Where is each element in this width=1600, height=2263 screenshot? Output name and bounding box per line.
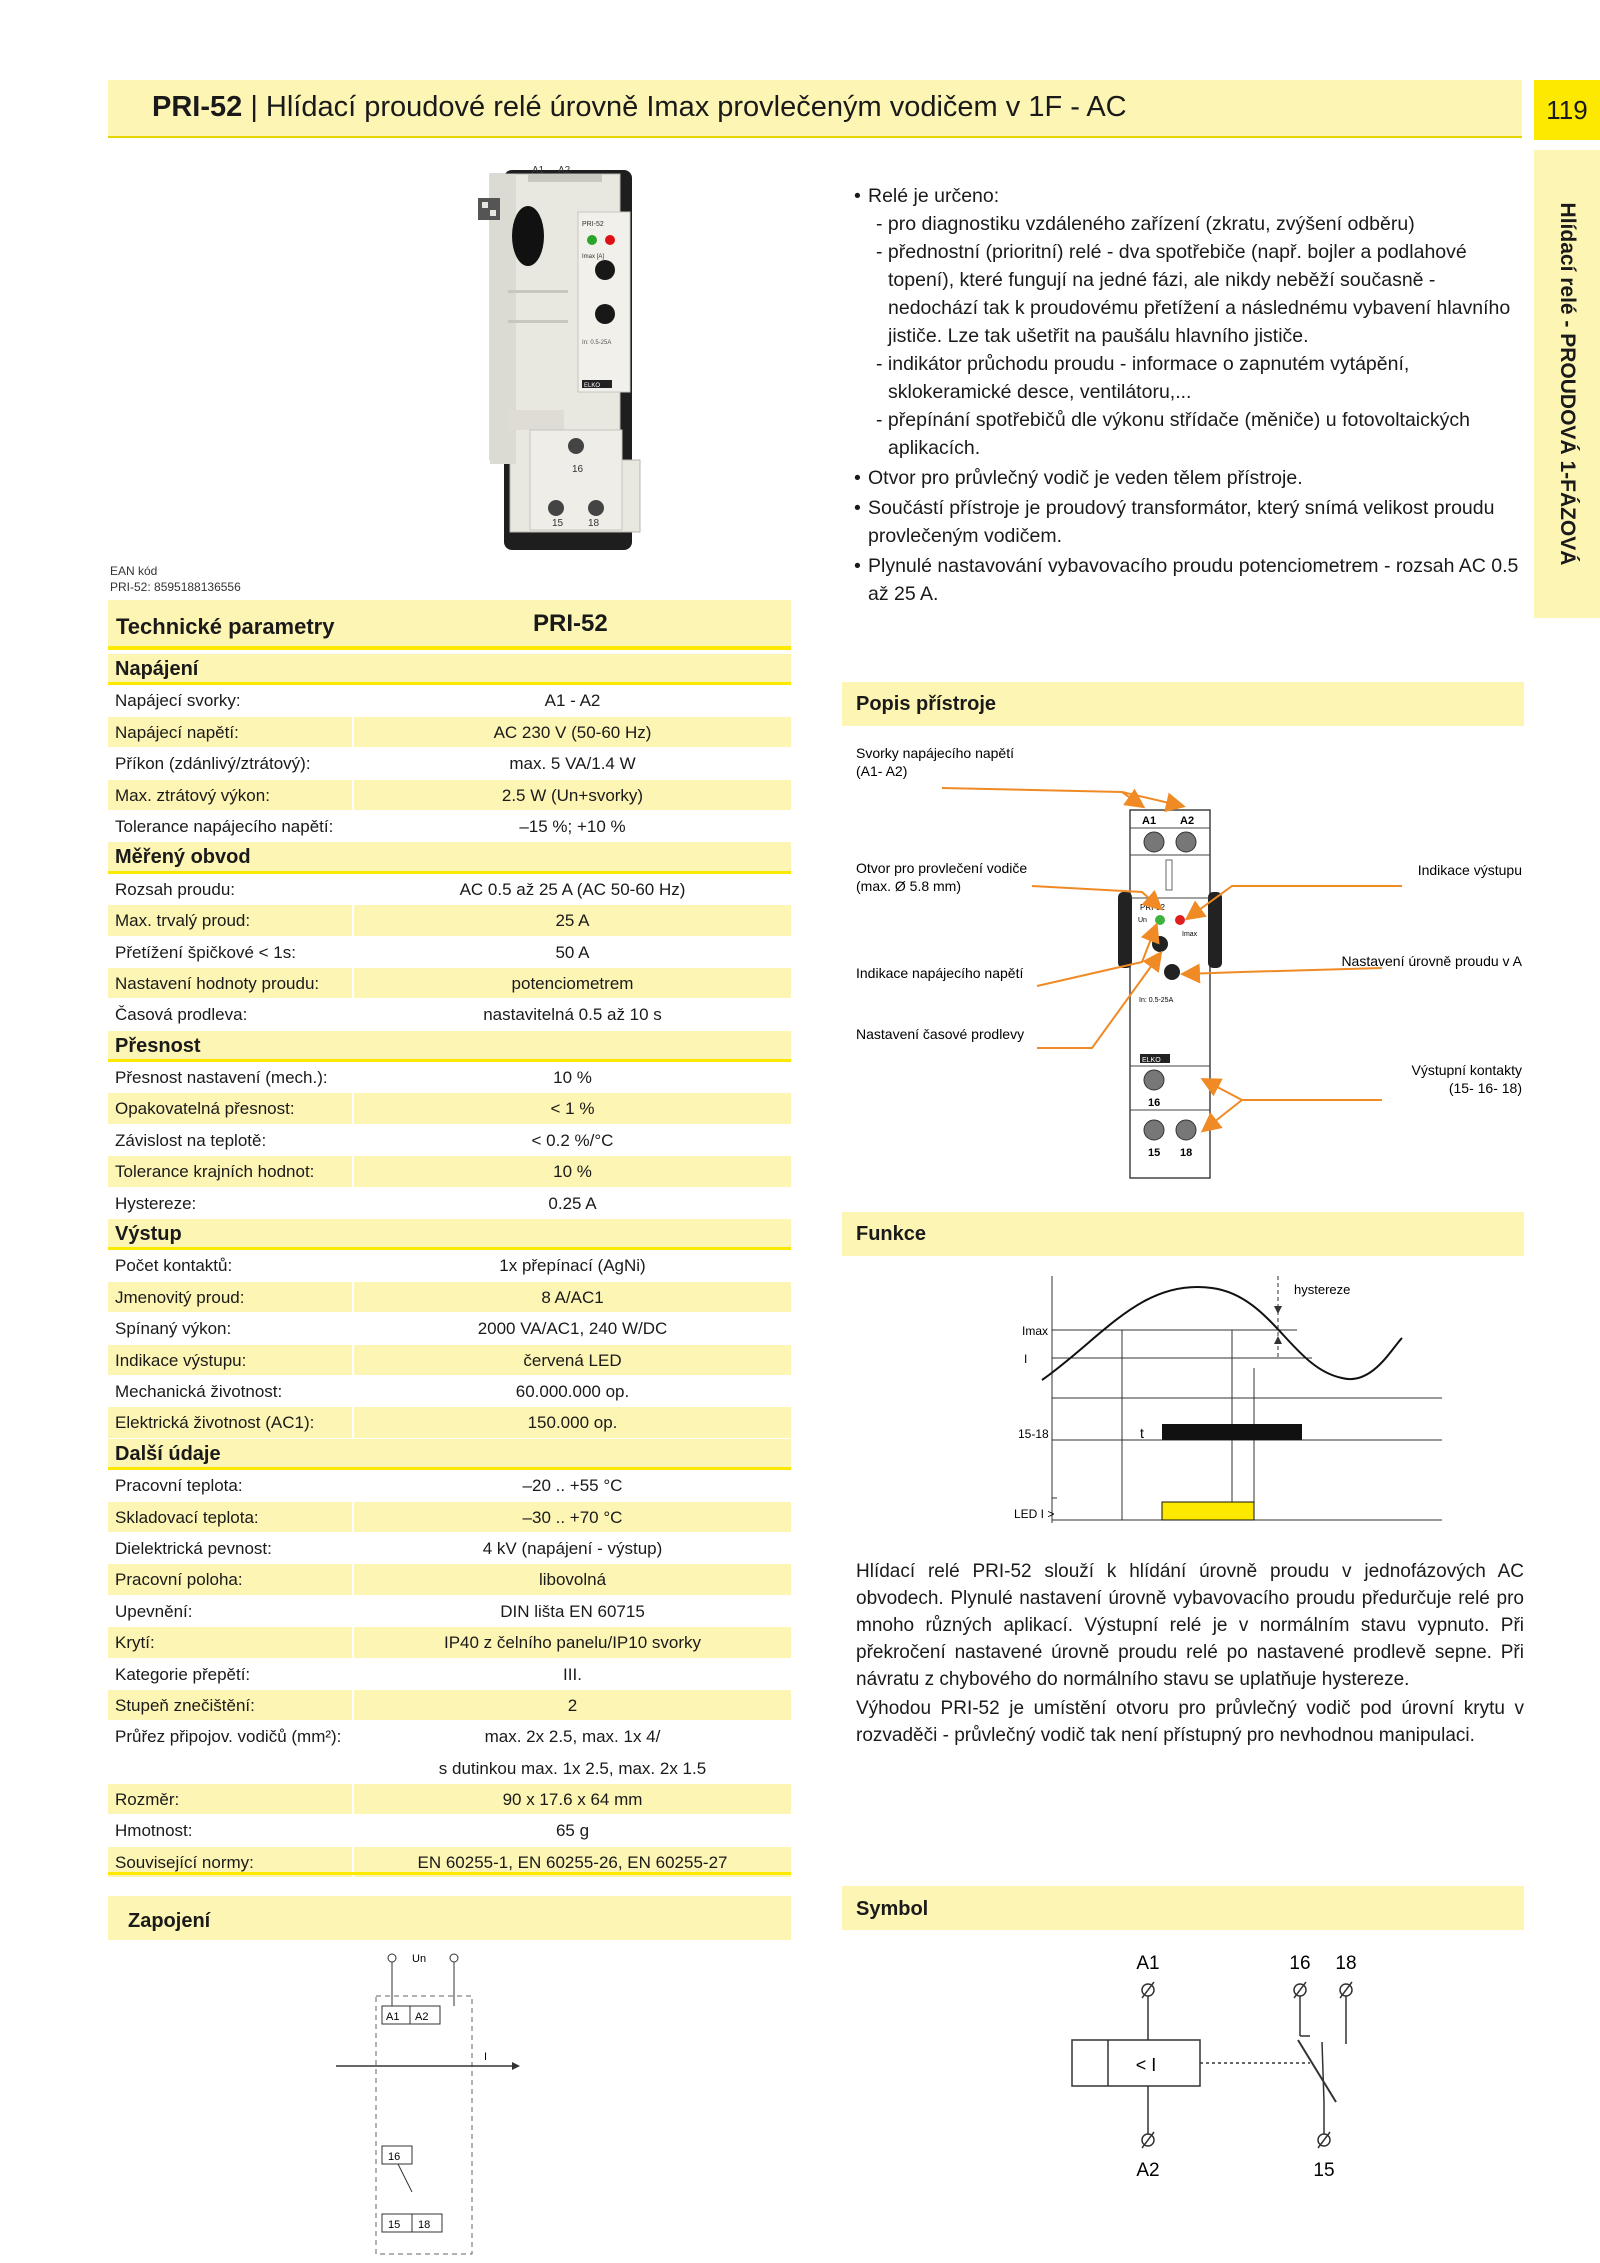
param-name: Závislost na teplotě: <box>115 1130 267 1150</box>
tech-row <box>108 999 791 1030</box>
fn-imax: Imax <box>1022 1324 1049 1338</box>
tech-row <box>108 1721 791 1752</box>
param-value: libovolná <box>352 1564 791 1594</box>
fn-t: t <box>1140 1425 1144 1441</box>
param-value: DIN lišta EN 60715 <box>352 1596 791 1626</box>
tech-row <box>108 1093 791 1124</box>
tech-row <box>108 1690 791 1721</box>
dev-a1: A1 <box>1142 815 1157 827</box>
tech-section-header <box>108 654 791 685</box>
bullet-item: • Plynulé nastavování vybavovacího proudu potenciometrem - rozsah AC 0.5 až 25 A. <box>848 552 1520 608</box>
funkce-title: Funkce <box>856 1223 927 1245</box>
ean-label: EAN kód <box>110 564 158 578</box>
zapojeni-title: Zapojení <box>128 1910 211 1932</box>
param-value: AC 0.5 až 25 A (AC 50-60 Hz) <box>352 874 791 904</box>
param-value: –20 .. +55 °C <box>352 1470 791 1500</box>
fn-out: 15-18 <box>1018 1427 1049 1441</box>
param-name: Rozměr: <box>115 1790 180 1810</box>
page-number: 119 <box>1534 80 1600 140</box>
param-value: –15 %; +10 % <box>352 811 791 841</box>
symbol-header <box>842 1886 1524 1930</box>
param-value: III. <box>352 1659 791 1689</box>
param-name: Mechanická životnost: <box>115 1381 283 1401</box>
function-diagram <box>842 1268 1532 1538</box>
photo-brand: ELKO <box>584 383 601 389</box>
dev-name: PRI-52 <box>1140 903 1165 912</box>
section-title: Další údaje <box>115 1442 221 1465</box>
param-name: Opakovatelná přesnost: <box>115 1099 295 1119</box>
param-name: Průřez připojov. vodičů (mm²): <box>115 1727 342 1747</box>
wire-i: I <box>484 2051 488 2063</box>
param-value: 10 % <box>352 1156 791 1186</box>
param-name: Dielektrická pevnost: <box>115 1538 272 1558</box>
sym-15: 15 <box>1313 2160 1335 2181</box>
param-name: Příkon (zdánlivý/ztrátový): <box>115 754 311 774</box>
tech-row <box>108 685 791 716</box>
tech-row <box>108 1345 791 1376</box>
sub-bullet-item: - přednostní (prioritní) relé - dva spotřebiče (např. bojler a podlahové topení), které fungují na jedné fázi, ale nikdy neběží současně - nedochází tak k proudovému přetížení a následnému vybavení hlavního jističe. Lze tak ušetřit na paušálu hlavního jističe. <box>876 241 1511 347</box>
photo-range: In: 0.5-25A <box>582 340 612 346</box>
tech-row <box>108 1407 791 1438</box>
tech-row <box>108 780 791 811</box>
label-nast-cas: Nastavení časové prodlevy <box>856 1026 1025 1042</box>
tech-row <box>108 1815 791 1846</box>
photo-knob-label: Imax [A] <box>582 254 605 260</box>
param-name: Nastavení hodnoty proudu: <box>115 973 320 993</box>
fn-hyst: hystereze <box>1294 1282 1351 1297</box>
param-name: Hmotnost: <box>115 1821 193 1841</box>
tech-row <box>108 1470 791 1501</box>
label-otvor: Otvor pro provlečení vodiče <box>856 860 1028 876</box>
param-name: Napájecí svorky: <box>115 691 241 711</box>
param-value: potenciometrem <box>352 968 791 998</box>
tech-row <box>108 1188 791 1219</box>
tech-row <box>108 874 791 905</box>
tech-row <box>108 968 791 999</box>
section-title: Napájení <box>115 658 199 680</box>
param-name: Elektrická životnost (AC1): <box>115 1413 315 1433</box>
photo-device-name: PRI-52 <box>582 221 604 228</box>
tech-row <box>108 905 791 936</box>
param-value: 2000 VA/AC1, 240 W/DC <box>352 1313 791 1343</box>
param-value: –30 .. +70 °C <box>352 1502 791 1532</box>
param-name: Stupeň znečištění: <box>115 1695 255 1715</box>
label-svorky: Svorky napájecího napětí <box>856 745 1014 761</box>
tech-model: PRI-52 <box>533 610 608 637</box>
dev-un: Un <box>1138 917 1147 924</box>
param-name: Počet kontaktů: <box>115 1256 233 1276</box>
photo-t16: 16 <box>572 464 584 475</box>
param-name: Časová prodleva: <box>115 1005 248 1025</box>
dev-imax: Imax <box>1182 931 1198 938</box>
page-title <box>152 91 1127 124</box>
tech-row <box>108 1250 791 1281</box>
param-value: 150.000 op. <box>352 1407 791 1437</box>
param-value: 90 x 17.6 x 64 mm <box>352 1784 791 1814</box>
tech-row <box>108 937 791 968</box>
tech-row <box>108 811 791 842</box>
sym-18: 18 <box>1335 1953 1357 1974</box>
tech-table <box>108 654 791 1878</box>
param-value: max. 5 VA/1.4 W <box>352 748 791 778</box>
label-vyst-kont: Výstupní kontakty <box>1411 1062 1522 1078</box>
tech-row <box>108 1313 791 1344</box>
dev-brand: ELKO <box>1142 1057 1161 1064</box>
sub-bullet-item: - pro diagnostiku vzdáleného zařízení (zkratu, zvýšení odběru) <box>876 213 1415 235</box>
param-value: 2 <box>352 1690 791 1720</box>
param-name: Indikace výstupu: <box>115 1350 247 1370</box>
param-name <box>108 1753 352 1783</box>
param-value: 25 A <box>352 905 791 935</box>
photo-t15: 15 <box>552 518 564 529</box>
param-value: IP40 z čelního panelu/IP10 svorky <box>352 1627 791 1657</box>
param-name: Upevnění: <box>115 1601 193 1621</box>
label-ind-nap: Indikace napájecího napětí <box>856 965 1024 981</box>
tech-section-header <box>108 1219 791 1250</box>
photo-t18: 18 <box>588 518 600 529</box>
label-otvor-2: (max. Ø 5.8 mm) <box>856 878 962 894</box>
popis-title: Popis přístroje <box>856 693 997 715</box>
sym-16: 16 <box>1289 1953 1311 1974</box>
function-description <box>856 1558 1524 1749</box>
symbol-title: Symbol <box>856 1898 929 1920</box>
wire-a1: A1 <box>386 2011 400 2023</box>
desc-para-2: Výhodou PRI-52 je umístění otvoru pro průvlečný vodič pod úrovní krytu v rozvaděči - průvlečný vodič tak není přístupný pro nevhodnou manipulaci. <box>856 1698 1524 1746</box>
param-value: 10 % <box>352 1062 791 1092</box>
param-value: 4 kV (napájení - výstup) <box>352 1533 791 1563</box>
param-value: 65 g <box>352 1815 791 1845</box>
param-name: Přetížení špičkové < 1s: <box>115 942 296 962</box>
fn-led: LED I > <box>1014 1507 1055 1521</box>
param-name: Hystereze: <box>115 1193 197 1213</box>
photo-a1: A1 <box>532 165 545 176</box>
sym-a1: A1 <box>1136 1953 1160 1974</box>
label-nast-proud: Nastavení úrovně proudu v A <box>1341 953 1522 969</box>
tech-row <box>108 1753 791 1784</box>
tech-row <box>108 1156 791 1187</box>
param-value: < 0.2 %/°C <box>352 1125 791 1155</box>
bullet-item: • Relé je určeno: <box>848 182 1520 210</box>
tech-row <box>108 1533 791 1564</box>
desc-para-1: Hlídací relé PRI-52 slouží k hlídání úrovně proudu v jednofázových AC obvodech. Plynulé nastavení úrovně vybavovacího proudu předurčuje relé pro mnoho různých aplikací. Výstupní relé je v normálním stavu vypnuto. Při překročení nastavené úrovně proudu relé po nastavené prodlevě sepne. Při návratu z chybového do normálního stavu se uplatňuje hystereze. <box>856 1561 1524 1690</box>
param-name: Napájecí napětí: <box>115 722 239 742</box>
tech-row <box>108 717 791 748</box>
tech-row <box>108 1596 791 1627</box>
side-tab <box>1534 150 1600 618</box>
sub-bullet-item: - indikátor průchodu proudu - informace o zapnutém vytápění, sklokeramické desce, ventilátoru,... <box>876 353 1410 403</box>
param-name: Spínaný výkon: <box>115 1319 232 1339</box>
tech-row <box>108 1062 791 1093</box>
dev-a2: A2 <box>1180 815 1195 827</box>
tech-table-bottom-rule <box>108 1872 791 1875</box>
label-vyst-kont-2: (15- 16- 18) <box>1448 1080 1522 1096</box>
tech-header <box>108 600 791 650</box>
bullet-item: • Součástí přístroje je proudový transformátor, který snímá velikost proudu provlečeným vodičem. <box>848 494 1520 550</box>
tech-row <box>108 1564 791 1595</box>
funkce-header <box>842 1212 1524 1256</box>
param-name: Max. ztrátový výkon: <box>115 785 270 805</box>
wire-a2: A2 <box>415 2011 429 2023</box>
dev-in: In: 0.5-25A <box>1139 997 1174 1004</box>
tech-section-header <box>108 842 791 873</box>
dev-t15: 15 <box>1148 1147 1161 1159</box>
param-name: Tolerance napájecího napětí: <box>115 816 334 836</box>
tech-row <box>108 1627 791 1658</box>
param-value: < 1 % <box>352 1093 791 1123</box>
param-name: Přesnost nastavení (mech.): <box>115 1068 328 1088</box>
param-name: Max. trvalý proud: <box>115 911 251 931</box>
param-value: EN 60255-1, EN 60255-26, EN 60255-27 <box>352 1847 791 1877</box>
label-svorky-2: (A1- A2) <box>856 763 908 779</box>
tech-title: Technické parametry <box>116 614 335 639</box>
param-name: Rozsah proudu: <box>115 879 236 899</box>
relay-symbol <box>1060 1944 1380 2184</box>
param-value: nastavitelná 0.5 až 10 s <box>352 999 791 1029</box>
section-title: Měřený obvod <box>115 846 251 869</box>
param-value: AC 230 V (50-60 Hz) <box>352 717 791 747</box>
sym-box: < I <box>1135 2055 1157 2075</box>
tech-row <box>108 1659 791 1690</box>
param-name: Kategorie přepětí: <box>115 1664 251 1684</box>
tech-row <box>108 1502 791 1533</box>
section-title: Výstup <box>115 1223 182 1246</box>
param-value: s dutinkou max. 1x 2.5, max. 2x 1.5 <box>352 1753 791 1783</box>
tech-row <box>108 1125 791 1156</box>
device-description-diagram <box>842 740 1532 1180</box>
zapojeni-header <box>108 1896 791 1940</box>
param-value: 1x přepínací (AgNi) <box>352 1250 791 1280</box>
product-photo <box>470 160 700 560</box>
ean-code: PRI-52: 8595188136556 <box>110 580 241 594</box>
wiring-diagram <box>320 1948 550 2258</box>
model-name: PRI-52 <box>152 91 243 123</box>
dev-t18: 18 <box>1180 1147 1193 1159</box>
side-tab-label: Hlídací relé - PROUDOVÁ 1-FÁZOVÁ <box>1556 202 1579 566</box>
param-value: 2.5 W (Un+svorky) <box>352 780 791 810</box>
sub-bullet-item: - přepínání spotřebičů dle výkonu střídače (měniče) u fotovoltaických aplikacích. <box>876 409 1470 459</box>
title-bar <box>108 80 1522 138</box>
param-name: Pracovní teplota: <box>115 1476 243 1496</box>
param-name: Související normy: <box>115 1852 254 1872</box>
param-name: Krytí: <box>115 1633 155 1653</box>
param-name: Jmenovitý proud: <box>115 1287 245 1307</box>
param-name: Tolerance krajních hodnot: <box>115 1162 315 1182</box>
param-value: 60.000.000 op. <box>352 1376 791 1406</box>
wire-t15: 15 <box>388 2219 401 2231</box>
param-value: 0.25 A <box>352 1188 791 1218</box>
section-title: Přesnost <box>115 1034 201 1057</box>
tech-row <box>108 1784 791 1815</box>
param-value: 50 A <box>352 937 791 967</box>
photo-a2: A2 <box>558 165 571 176</box>
sym-a2: A2 <box>1136 2160 1160 2181</box>
param-value: A1 - A2 <box>352 685 791 715</box>
param-value: max. 2x 2.5, max. 1x 4/ <box>352 1721 791 1751</box>
fn-i: I <box>1024 1352 1028 1366</box>
feature-list <box>848 182 1520 608</box>
tech-section-header <box>108 1439 791 1470</box>
wire-t18: 18 <box>418 2219 431 2231</box>
tech-row <box>108 1376 791 1407</box>
tech-section-header <box>108 1031 791 1062</box>
wire-t16: 16 <box>388 2151 401 2163</box>
tech-row <box>108 1282 791 1313</box>
dev-t16: 16 <box>1148 1097 1161 1109</box>
label-ind-vyst: Indikace výstupu <box>1417 862 1522 878</box>
popis-header <box>842 682 1524 726</box>
param-name: Pracovní poloha: <box>115 1570 243 1590</box>
wire-un: Un <box>412 1953 427 1965</box>
bullet-item: • Otvor pro průvlečný vodič je veden tělem přístroje. <box>848 464 1520 492</box>
param-name: Skladovací teplota: <box>115 1507 259 1527</box>
tech-row <box>108 748 791 779</box>
title-separator: | <box>242 91 266 123</box>
param-value: červená LED <box>352 1345 791 1375</box>
param-value: 8 A/AC1 <box>352 1282 791 1312</box>
page-subtitle: Hlídací proudové relé úrovně Imax provlečeným vodičem v 1F - AC <box>265 91 1127 123</box>
